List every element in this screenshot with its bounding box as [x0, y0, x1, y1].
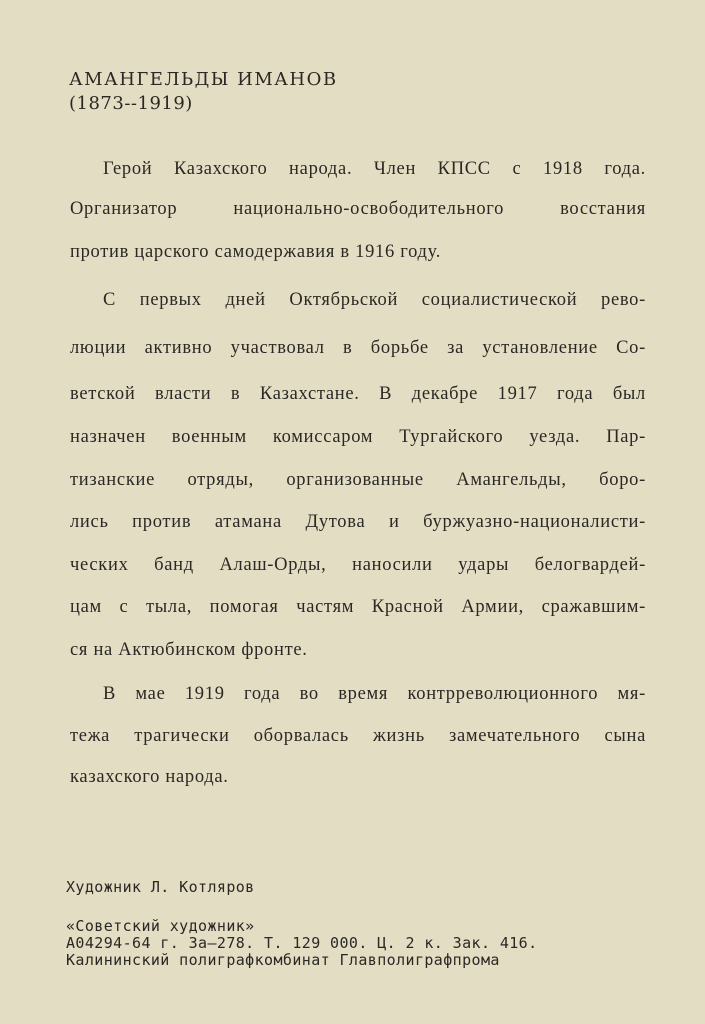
- paragraph-1-line-2: Организатор национально-освободительного восстания: [70, 199, 646, 219]
- heading-years: (1873--1919): [69, 93, 193, 114]
- paragraph-1-line-3: против царского самодержавия в 1916 году.: [70, 242, 442, 262]
- paragraph-2-line-5: тизанские отряды, организованные Амангельды, боро-: [70, 470, 646, 490]
- paragraph-2-line-9: ся на Актюбинском фронте.: [70, 640, 308, 660]
- artist-credit: Художник Л. Котляров: [66, 878, 255, 896]
- paragraph-2-line-3: ветской власти в Казахстане. В декабре 1917 года был: [70, 384, 646, 404]
- paragraph-3-line-1: В мае 1919 года во время контрреволюционного мя-: [103, 684, 646, 704]
- paragraph-3-line-3: казахского народа.: [70, 767, 229, 787]
- paragraph-3-line-2: тежа трагически оборвалась жизнь замечательного сына: [70, 726, 646, 746]
- paragraph-2-line-8: цам с тыла, помогая частям Красной Армии, сражавшим-: [70, 597, 646, 617]
- heading-name: АМАНГЕЛЬДЫ ИМАНОВ: [69, 69, 338, 90]
- paragraph-2-line-6: лись против атамана Дутова и буржуазно-националисти-: [70, 512, 646, 532]
- printer-name: Калининский полиграфкомбинат Главполиграфпрома: [66, 951, 500, 969]
- paragraph-2-line-4: назначен военным комиссаром Тургайского уезда. Пар-: [70, 427, 646, 447]
- paragraph-2-line-7: ческих банд Алаш-Орды, наносили удары белогвардей-: [70, 555, 646, 575]
- paragraph-2-line-2: люции активно участвовал в борьбе за установление Со-: [70, 338, 646, 358]
- paragraph-2-line-1: С первых дней Октябрьской социалистической рево-: [103, 290, 646, 310]
- heading-block: [69, 68, 338, 116]
- paragraph-1-line-1: Герой Казахского народа. Член КПСС с 1918 года.: [103, 159, 646, 179]
- publisher-name: «Советский художник»: [66, 917, 255, 935]
- publication-info: [66, 918, 538, 969]
- print-details: А04294-64 г. 3а—278. Т. 129 000. Ц. 2 к. Зак. 416.: [66, 934, 538, 952]
